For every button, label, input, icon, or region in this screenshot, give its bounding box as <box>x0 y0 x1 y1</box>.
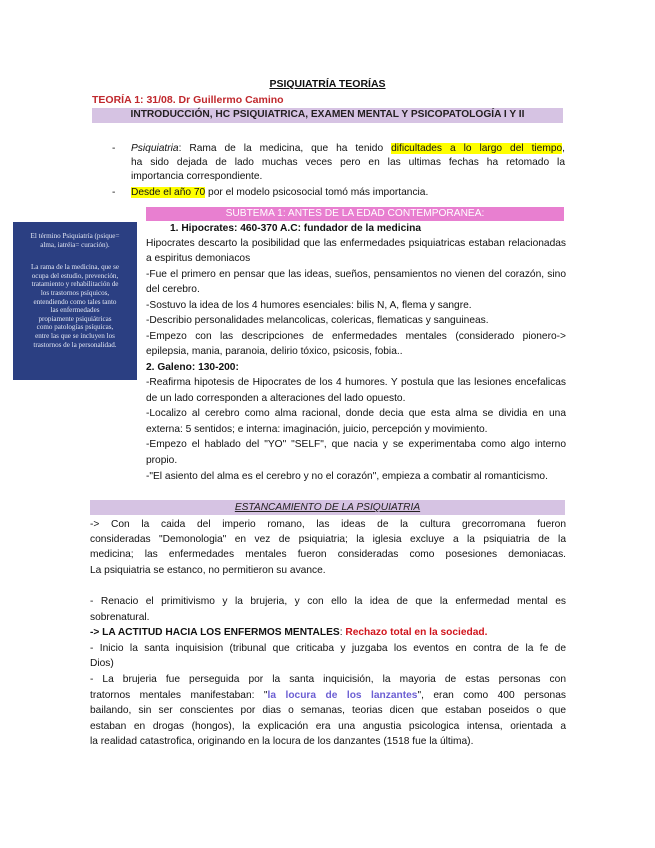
bullet-2-text: por el modelo psicosocial tomó más importancia. <box>205 187 429 198</box>
subtema-1-heading: SUBTEMA 1: ANTES DE LA EDAD CONTEMPORANEA: <box>225 208 485 219</box>
galeno-heading: 2. Galeno: 130-200: <box>146 362 239 373</box>
hipocrates-line: Hipocrates descarto la posibilidad que las enfermedades psiquiatricas estaban relacionadas <box>146 238 566 249</box>
intro-heading: INTRODUCCIÓN, HC PSIQUIATRICA, EXAMEN MENTAL Y PSICOPATOLOGÍA I Y II <box>130 109 525 120</box>
hipocrates-line: epilepsia, mania, paranoia, delirio tóxico, psicosis, fobia.. <box>146 346 403 357</box>
page-title: PSIQUIATRÍA TEORÍAS <box>269 78 386 90</box>
estancamiento-line: - Inicio la santa inquisision (tribunal que criticaba y juzgaba los eventos en contra de la fe de <box>90 643 566 654</box>
galeno-line: externa: 5 sentidos; e interna: imaginación, juicio, percepción y movimiento. <box>146 424 488 435</box>
bullet-dash: - <box>112 187 116 198</box>
bullet-1-line-3: importancia correspondiente. <box>131 171 263 182</box>
galeno-line: -"El asiento del alma es el cerebro y no el corazón", empieza a combatir al romanticismo. <box>146 471 548 482</box>
galeno-line: propio. <box>146 455 178 466</box>
definition-line: tratamiento y rehabilitación de <box>31 280 119 289</box>
definition-line: entre las que se incluyen los <box>35 331 115 340</box>
bullet-1-text-a: : Rama de la medicina, que ha tenido <box>178 143 392 154</box>
highlight-dificultades: dificultades a lo largo del tiempo <box>391 143 563 154</box>
actitud-sep: : <box>339 627 346 638</box>
estancamiento-heading: ESTANCAMIENTO DE LA PSIQUIATRIA <box>234 502 421 513</box>
highlight-desde-1970: Desde el año 70 <box>131 187 206 198</box>
definition-line: trastornos de la personalidad. <box>33 340 117 349</box>
estancamiento-line: - Renacio el primitivismo y la brujeria, y con ello la idea de que la enfermedad mental es <box>90 596 566 607</box>
term-psiquiatria: Psiquiatria <box>131 143 179 154</box>
estancamiento-line: bailando, sin ser conscientes por dias o semanas, teorias dicen que estaban poseidos o que <box>90 705 566 716</box>
definition-line: ocupa del estudio, prevención, <box>31 271 119 280</box>
bullet-dash: - <box>112 143 116 154</box>
estancamiento-line: consideradas "Demonologia" en vez de psiquiatria; la iglesia excluye a la psiquiatria de la <box>90 534 566 545</box>
definition-line: como patologías psíquicas, <box>36 323 114 332</box>
locura-lanzantes: la locura de los lanzantes <box>267 690 418 701</box>
estancamiento-line-actitud <box>90 626 487 640</box>
definition-line: alma, iatréia= curación). <box>40 240 110 249</box>
estancamiento-line: Dios) <box>90 658 114 669</box>
definition-box <box>13 222 137 380</box>
estancamiento-line: medicina; las enfermedades mentales fueron consideradas como posesiones demoniacas. <box>90 549 566 560</box>
locura-text-b: ", eran como 400 personas <box>417 690 566 701</box>
estancamiento-line: sobrenatural. <box>90 612 150 623</box>
rechazo-text: Rechazo total en la sociedad. <box>345 627 488 638</box>
definition-line: entendiendo como tales tanto <box>33 297 117 306</box>
galeno-line: -Reafirma hipotesis de Hipocrates de los 4 humores. Y postula que las lesiones encefalicas <box>146 377 566 388</box>
locura-text-a: tratornos mentales manifestaban: " <box>90 690 268 701</box>
definition-line: propiamente psiquiátricas <box>38 314 112 323</box>
galeno-line: -Empezo el hablado del "YO" "SELF", que nacia y se experimentaba como algo interno <box>146 439 566 450</box>
estancamiento-line-locura <box>90 689 566 703</box>
definition-line: las enfermedades <box>50 306 100 315</box>
galeno-line: -Localizo al cerebro como alma racional, donde decia que esta alma se dividia en una <box>146 408 566 419</box>
bullet-2-line-1 <box>131 186 428 200</box>
hipocrates-line: -Fue el primero en pensar que las ideas, sueños, pensamientos no vienen del corazón, sino <box>146 269 566 280</box>
actitud-label: -> LA ACTITUD HACIA LOS ENFERMOS MENTALES <box>90 627 340 638</box>
estancamiento-line: -> Con la caida del imperio romano, las ideas de la cultura grecorromana fueron <box>90 519 566 530</box>
bullet-1-line-1 <box>131 142 565 156</box>
hipocrates-line: -Empezo con las descripciones de enfermedades mentales (considerado pionero-> <box>146 331 566 342</box>
hipocrates-line: -Sostuvo la idea de los 4 humores esenciales: bilis N, A, flema y sangre. <box>146 300 472 311</box>
definition-line: los trastornos psíquicos, <box>40 288 110 297</box>
hipocrates-heading: 1. Hipocrates: 460-370 A.C: fundador de la medicina <box>170 223 421 234</box>
galeno-line: de un lado corresponden a alteraciones del lado opuesto. <box>146 393 406 404</box>
bullet-1-text-b: , <box>562 143 565 154</box>
estancamiento-line: estaban en drogas (hongos), la explicación era una angustia psicologica intensa, orientada a <box>90 721 566 732</box>
lecture-heading: TEORÍA 1: 31/08. Dr Guillermo Camino <box>92 94 284 106</box>
hipocrates-line: a espiritus demoniacos <box>146 253 251 264</box>
estancamiento-line: - La brujeria fue perseguida por la santa inquicisión, la mayoria de estas personas con <box>90 674 566 685</box>
definition-line: El término Psiquiatría (psique= <box>30 232 120 240</box>
hipocrates-line: -Describio personalidades melancolicas, colericas, flematicas y sanguineas. <box>146 315 489 326</box>
hipocrates-line: del cerebro. <box>146 284 200 295</box>
definition-line: La rama de la medicina, que se <box>30 263 120 272</box>
estancamiento-line: La psiquiatria se estanco, no permitieron su avance. <box>90 565 326 576</box>
estancamiento-line: la realidad catastrofica, originando en la locura de los danzantes (1518 fue la última). <box>90 736 474 747</box>
bullet-1-line-2: ha sido dejada de lado muchas veces pero en las ultimas fechas ha retomado la <box>131 157 565 168</box>
